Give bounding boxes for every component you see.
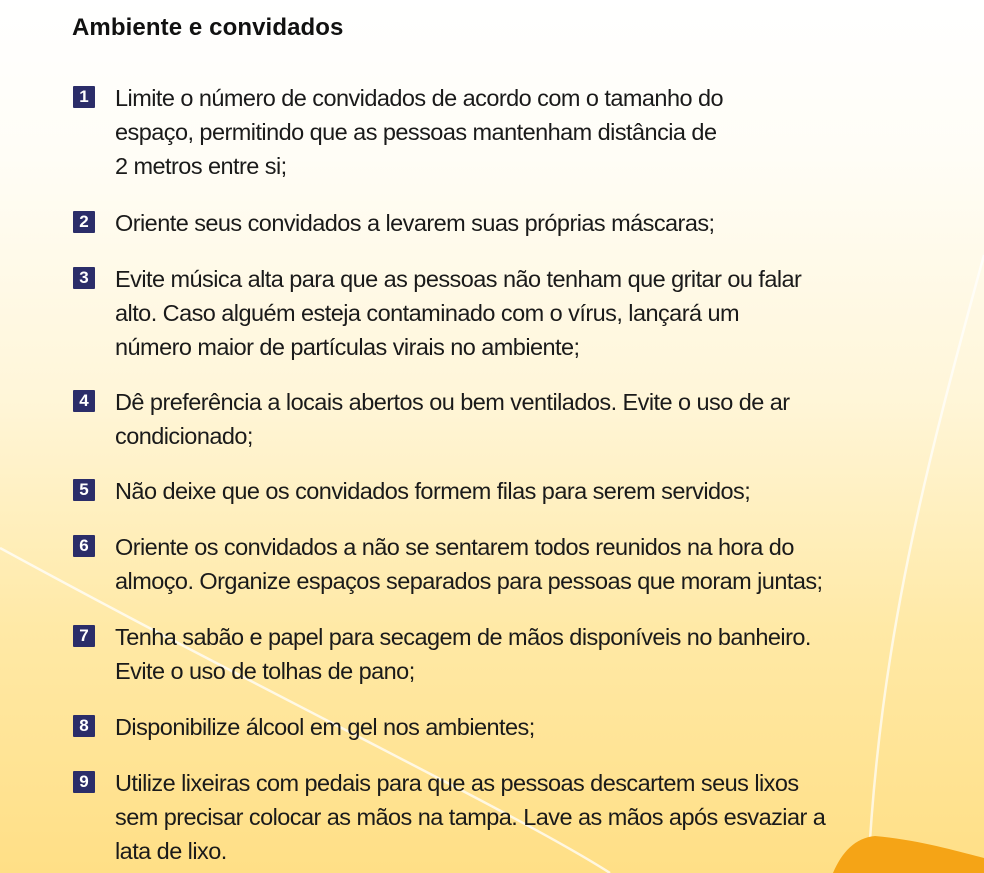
- item-text: Disponibilize álcool em gel nos ambientes;: [115, 714, 535, 740]
- number-badge: 2: [73, 211, 95, 233]
- item-text: Utilize lixeiras com pedais para que as pessoas descartem seus lixos sem precisar colocar as mãos na tampa. Lave as mãos após esvaziar a lata de lixo.: [115, 770, 826, 864]
- list-item: [73, 710, 933, 744]
- number-badge: 7: [73, 625, 95, 647]
- number-badge: 9: [73, 771, 95, 793]
- list-item: [73, 206, 933, 240]
- number-badge: 4: [73, 390, 95, 412]
- number-badge: 8: [73, 715, 95, 737]
- number-badge: 1: [73, 86, 95, 108]
- page-title: Ambiente e convidados: [72, 14, 344, 41]
- list-item: [73, 385, 933, 453]
- item-text: Oriente os convidados a não se sentarem todos reunidos na hora do almoço. Organize espaços separados para pessoas que moram juntas;: [115, 534, 823, 594]
- item-text: Não deixe que os convidados formem filas para serem servidos;: [115, 478, 751, 504]
- list-item: [73, 620, 933, 688]
- list-item: [73, 766, 933, 868]
- item-text: Evite música alta para que as pessoas não tenham que gritar ou falar alto. Caso alguém esteja contaminado com o vírus, lançará um número maior de partículas virais no ambiente;: [115, 266, 802, 360]
- item-text: Tenha sabão e papel para secagem de mãos disponíveis no banheiro. Evite o uso de tolhas de pano;: [115, 624, 811, 684]
- list-item: [73, 81, 933, 183]
- list-item: [73, 262, 933, 364]
- item-text: Limite o número de convidados de acordo com o tamanho do espaço, permitindo que as pessoas mantenham distância de 2 metros entre si;: [115, 85, 724, 179]
- number-badge: 6: [73, 535, 95, 557]
- number-badge: 5: [73, 479, 95, 501]
- item-text: Oriente seus convidados a levarem suas próprias máscaras;: [115, 210, 715, 236]
- list-item: [73, 530, 933, 598]
- number-badge: 3: [73, 267, 95, 289]
- guideline-list: [73, 81, 933, 868]
- item-text: Dê preferência a locais abertos ou bem ventilados. Evite o uso de ar condicionado;: [115, 389, 790, 449]
- list-item: [73, 474, 933, 508]
